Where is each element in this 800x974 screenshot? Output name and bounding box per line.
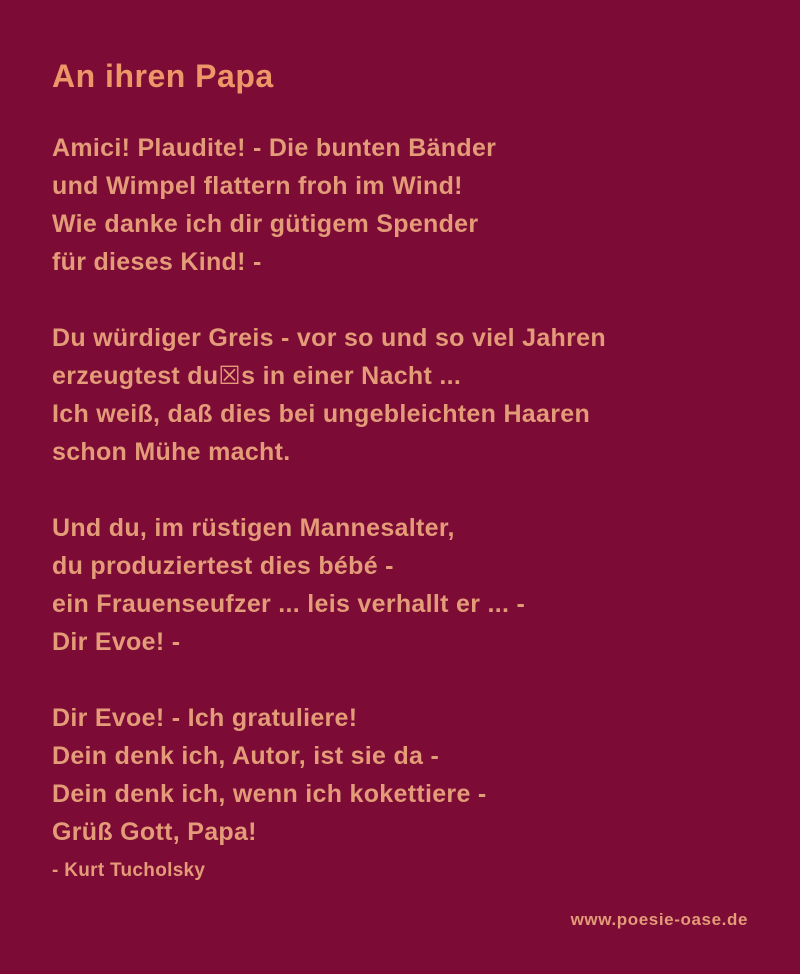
poem-line: Amici! Plaudite! - Die bunten Bänder (52, 134, 497, 162)
poem-line: Ich weiß, daß dies bei ungebleichten Haaren (52, 400, 591, 428)
stanza-1 (52, 129, 748, 281)
poem-line: du produziertest dies bébé - (52, 552, 394, 580)
poem-line: Dir Evoe! - Ich gratuliere! (52, 704, 358, 732)
poem-line: Grüß Gott, Papa! (52, 818, 257, 846)
poem-line: Dein denk ich, Autor, ist sie da - (52, 742, 440, 770)
poem-title: An ihren Papa (52, 58, 274, 94)
poem-author: - Kurt Tucholsky (52, 860, 206, 881)
stanza-2 (52, 319, 748, 471)
poem-line-missing-glyph: erzeugtest du☒s in einer Nacht ... (52, 362, 462, 390)
website-url: www.poesie-oase.de (570, 910, 748, 929)
poem-line: Dein denk ich, wenn ich kokettiere - (52, 780, 487, 808)
stanza-4 (52, 699, 748, 851)
poem-line: Und du, im rüstigen Mannesalter, (52, 514, 455, 542)
poem-line: Dir Evoe! - (52, 628, 181, 656)
poem-line: ein Frauenseufzer ... leis verhallt er ... - (52, 590, 526, 618)
poem-line: schon Mühe macht. (52, 438, 291, 466)
poem-line: und Wimpel flattern froh im Wind! (52, 172, 463, 200)
poem-line: Du würdiger Greis - vor so und so viel Jahren (52, 324, 606, 352)
poem-line: für dieses Kind! - (52, 248, 262, 276)
stanza-3 (52, 509, 748, 661)
poem-body (52, 129, 748, 851)
poem-line: Wie danke ich dir gütigem Spender (52, 210, 479, 238)
